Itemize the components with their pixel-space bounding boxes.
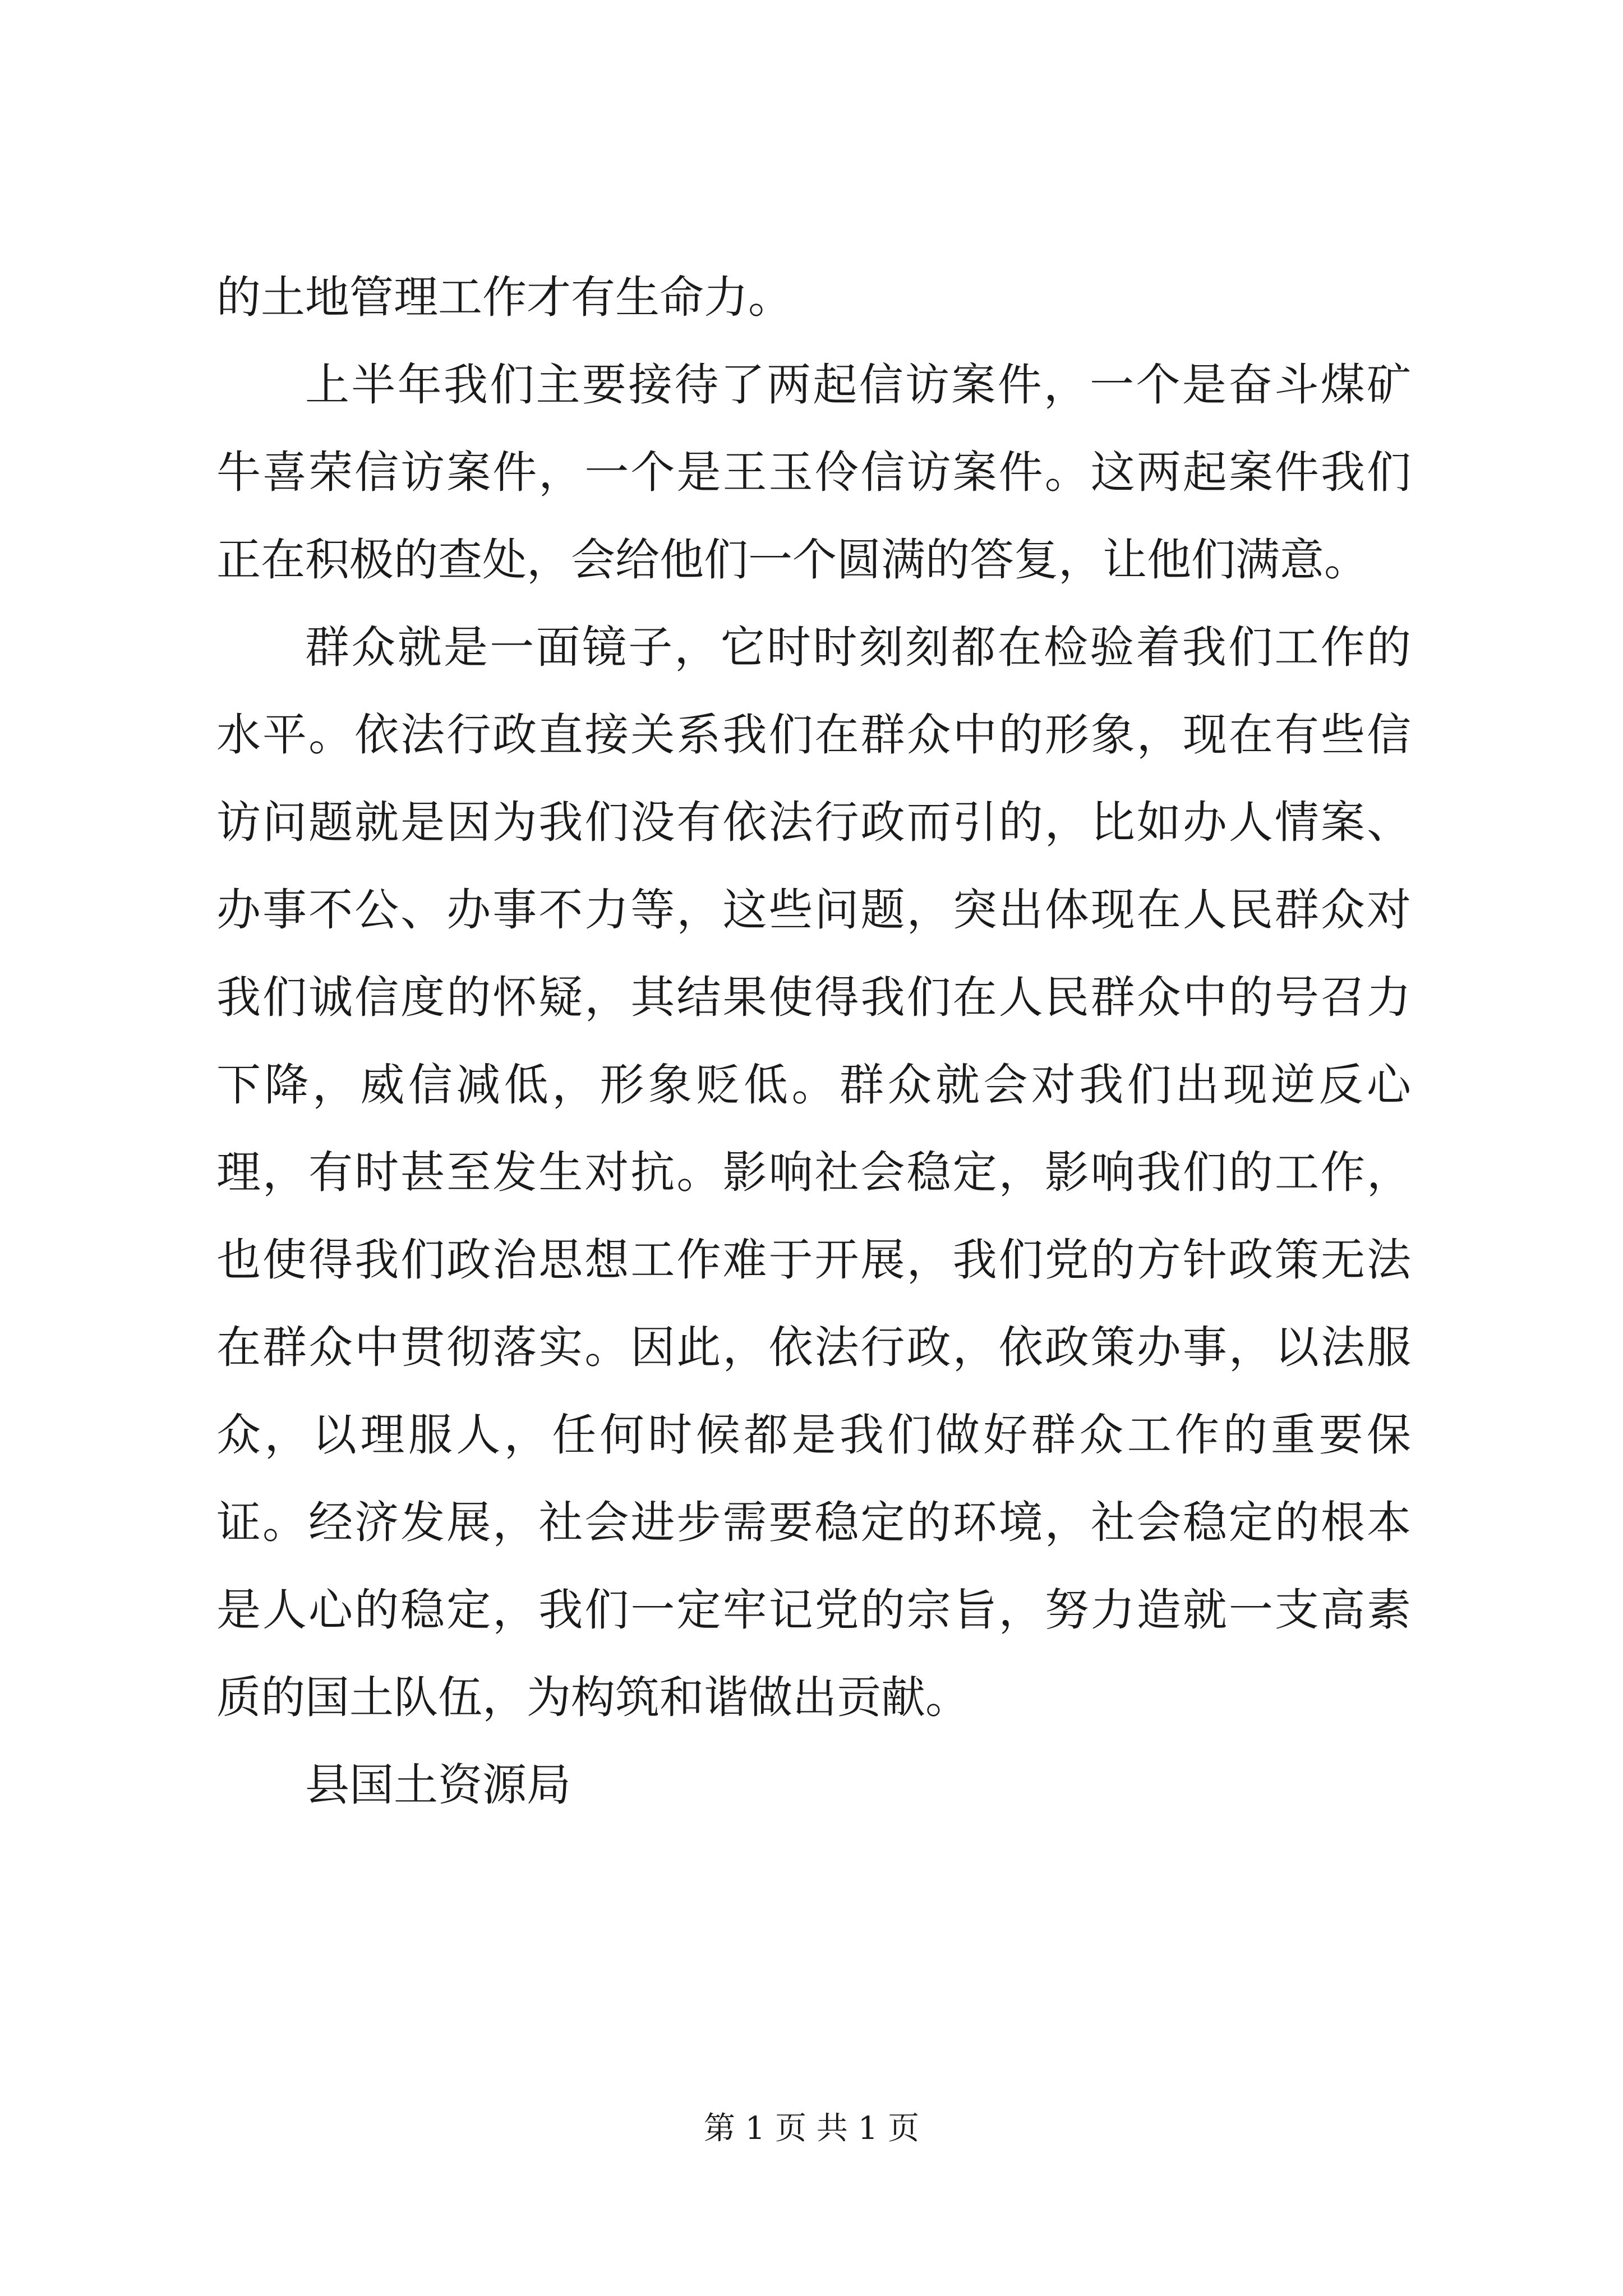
paragraph-continuation: 的土地管理工作才有生命力。 <box>216 272 792 323</box>
page-number-footer: 第 1 页 共 1 页 <box>703 2110 920 2147</box>
paragraph-petition-cases: 上半年我们主要接待了两起信访案件，一个是奋斗煤矿牛喜荣信访案件，一个是王玉伶信访案件。这两起案件我们正在积极的查处，会给他们一个圆满的答复，让他们满意。 <box>216 359 1411 586</box>
signature-organization: 县国土资源局 <box>305 1759 571 1811</box>
document-body <box>216 254 1411 1829</box>
paragraph-law-administration: 群众就是一面镜子，它时时刻刻都在检验着我们工作的水平。依法行政直接关系我们在群众中的形象，现在有些信访问题就是因为我们没有依法行政而引的，比如办人情案、办事不公、办事不力等，这些问题，突出体现在人民群众对我们诚信度的怀疑，其结果使得我们在人民群众中的号召力下降，威信减低，形象贬低。群众就会对我们出现逆反心理，有时甚至发生对抗。影响社会稳定，影响我们的工作，也使得我们政治思想工作难于开展，我们党的方针政策无法在群众中贯彻落实。因此，依法行政，依政策办事，以法服众，以理服人，任何时候都是我们做好群众工作的重要保证。经济发展，社会进步需要稳定的环境，社会稳定的根本是人心的稳定，我们一定牢记党的宗旨，努力造就一支高素质的国土队伍，为构筑和谐做出贡献。 <box>216 622 1411 1723</box>
